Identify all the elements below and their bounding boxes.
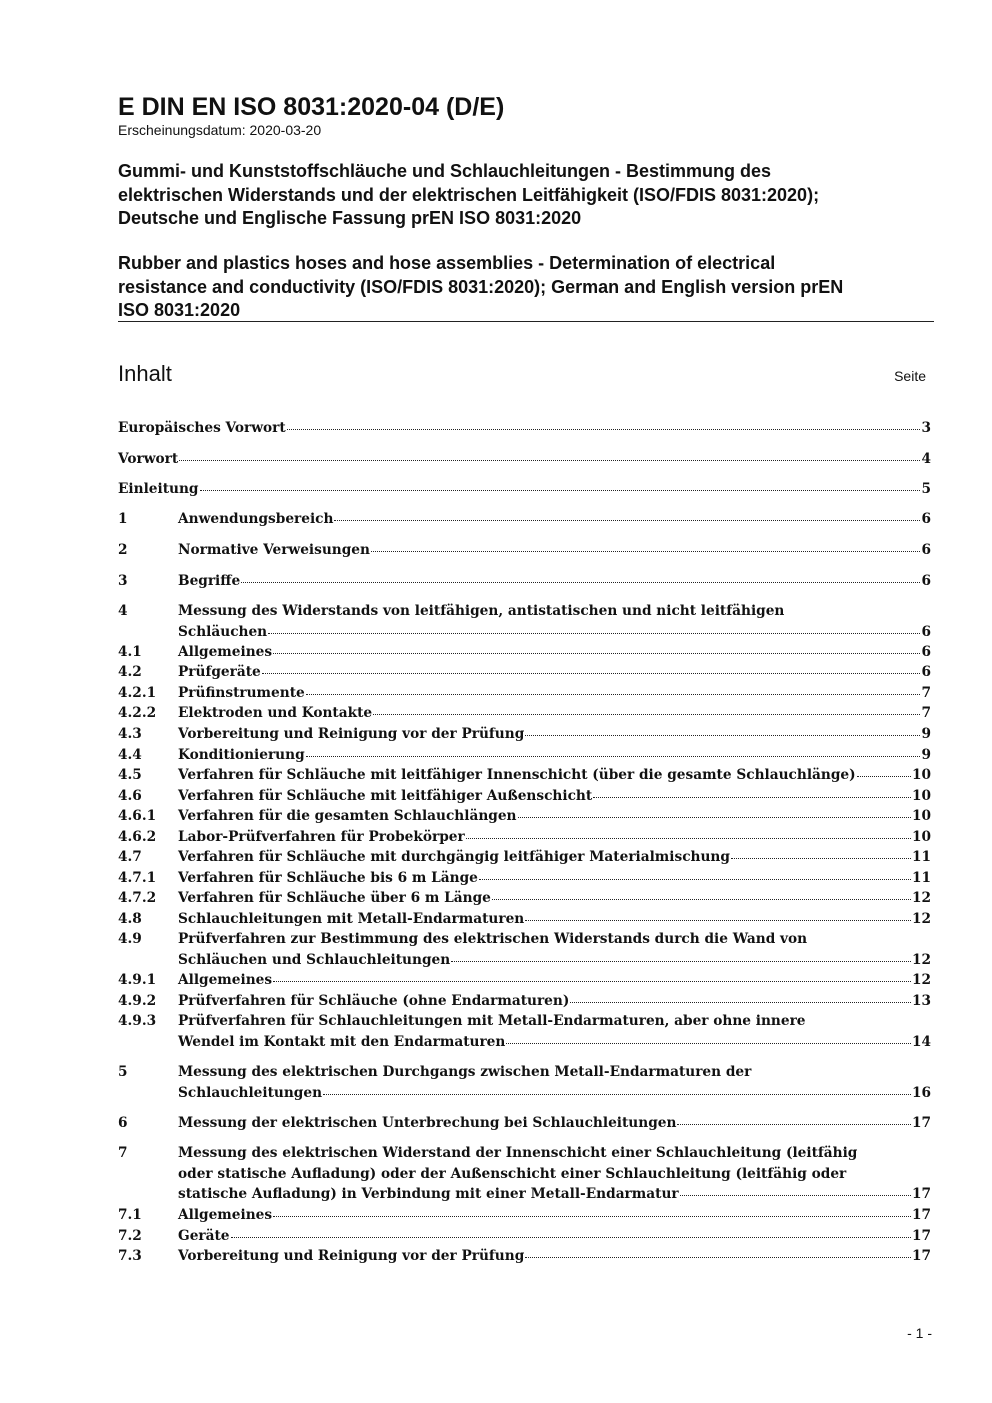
toc-entry-body xyxy=(178,1011,931,1052)
toc-entry-body xyxy=(178,929,931,970)
toc-entry-title: Verfahren für die gesamten Schlauchlängen xyxy=(178,808,517,824)
toc-entry-body xyxy=(178,806,931,827)
toc-entry-title: Verfahren für Schläuche über 6 m Länge xyxy=(178,890,491,906)
toc-entry-number: 6 xyxy=(118,1115,128,1131)
toc-dot-leader xyxy=(287,429,921,430)
toc-dot-leader xyxy=(466,838,911,839)
toc-dot-leader xyxy=(241,582,920,583)
toc-entry-title: Verfahren für Schläuche mit leitfähiger Innenschicht (über die gesamte Schlauchlänge) xyxy=(178,767,856,783)
toc-entry-title: Geräte xyxy=(178,1228,230,1244)
toc-dot-leader xyxy=(306,694,921,695)
toc-entry-number: 4.2.2 xyxy=(118,705,157,721)
toc-entry-page: 11 xyxy=(911,849,931,865)
toc-entry-title: Labor-Prüfverfahren für Probekörper xyxy=(178,829,465,845)
toc-entry-body xyxy=(178,1205,931,1226)
toc-dot-leader xyxy=(677,1124,910,1125)
toc-dot-leader xyxy=(525,735,920,736)
toc-entry-title: Europäisches Vorwort xyxy=(118,420,286,436)
toc-entry-title: Schlauchleitungen xyxy=(178,1084,323,1101)
toc-entry-number: 4.8 xyxy=(118,911,142,927)
toc-entry-page: 14 xyxy=(911,1033,931,1050)
toc-entry-number: 7.3 xyxy=(118,1248,142,1264)
toc-entry-page: 13 xyxy=(911,993,931,1009)
toc-dot-leader xyxy=(680,1195,911,1196)
toc-entry-title: Anwendungsbereich xyxy=(178,511,334,527)
toc-entry-page: 6 xyxy=(921,644,931,660)
title-english-line: ISO 8031:2020 xyxy=(118,300,241,320)
toc-entry-body xyxy=(178,970,931,991)
toc-entry-title-line: Prüfverfahren für Schlauchleitungen mit Metall-Endarmaturen, aber ohne innere xyxy=(178,1013,806,1029)
toc-entry-title: Normative Verweisungen xyxy=(178,542,370,558)
toc-entry-page: 17 xyxy=(911,1115,931,1131)
toc-entry-title: Vorwort xyxy=(118,451,179,467)
toc-entry-number: 7.1 xyxy=(118,1207,142,1223)
toc-entry-body xyxy=(178,1226,931,1247)
toc-dot-leader xyxy=(373,714,920,715)
toc-entry-title: Schläuchen xyxy=(178,623,268,640)
toc-entry-page: 5 xyxy=(921,481,931,497)
toc-entry-title: Allgemeines xyxy=(178,644,273,660)
toc-dot-leader xyxy=(273,653,920,654)
toc-entry-body xyxy=(178,1246,931,1267)
title-german-line: Deutsche und Englische Fassung prEN ISO 8031:2020 xyxy=(118,208,582,228)
toc-entry-body xyxy=(178,765,931,786)
toc-dot-leader xyxy=(593,797,911,798)
toc-entry-body xyxy=(178,540,931,561)
toc-entry-body xyxy=(178,1113,931,1134)
toc-entry-page: 4 xyxy=(921,451,931,467)
toc-entry-title: Prüfgeräte xyxy=(178,664,261,680)
toc-entry-title-line: Prüfverfahren zur Bestimmung des elektrischen Widerstands durch die Wand von xyxy=(178,931,808,947)
document-id: E DIN EN ISO 8031:2020-04 (D/E) xyxy=(118,93,505,121)
toc-entry-page: 6 xyxy=(921,573,931,589)
toc-entry-body xyxy=(178,1143,931,1205)
toc-dot-leader xyxy=(857,776,911,777)
toc-entry-number: 4.9 xyxy=(118,931,142,947)
toc-entry-title: Begriffe xyxy=(178,573,241,589)
toc-entry-number: 4.6.1 xyxy=(118,808,157,824)
toc-entry-body xyxy=(178,991,931,1012)
title-english xyxy=(118,252,938,323)
toc-dot-leader xyxy=(262,673,921,674)
toc-dot-leader xyxy=(231,1237,911,1238)
toc-entry-body xyxy=(178,571,931,592)
toc-entry-title: Prüfverfahren für Schläuche (ohne Endarmaturen) xyxy=(178,993,570,1009)
toc-dot-leader xyxy=(323,1094,911,1095)
toc-dot-leader xyxy=(518,817,911,818)
toc-entry-number: 3 xyxy=(118,573,128,589)
title-english-line: resistance and conductivity (ISO/FDIS 8031:2020); German and English version prEN xyxy=(118,276,844,297)
toc-dot-leader xyxy=(451,961,911,962)
toc-dot-leader xyxy=(570,1002,911,1003)
publication-date: Erscheinungsdatum: 2020-03-20 xyxy=(118,122,322,138)
toc-entry-title: Schlauchleitungen mit Metall-Endarmaturen xyxy=(178,911,525,927)
toc-dot-leader xyxy=(200,490,921,491)
toc-entry-page: 7 xyxy=(921,685,931,701)
toc-entry-number: 4.2.1 xyxy=(118,685,157,701)
toc-entry-body xyxy=(178,888,931,909)
toc-entry-page: 16 xyxy=(911,1084,931,1101)
toc-entry-page: 10 xyxy=(911,767,931,783)
toc-entry-page: 7 xyxy=(921,705,931,721)
toc-entry-body xyxy=(178,745,931,766)
toc-entry-body xyxy=(178,1062,931,1103)
toc-entry-number: 4.2 xyxy=(118,664,142,680)
toc-entry-number: 4.9.1 xyxy=(118,972,157,988)
toc-entry-body xyxy=(178,683,931,704)
toc-entry-body xyxy=(118,479,931,500)
toc-entry-title: Allgemeines xyxy=(178,1207,273,1223)
toc-entry-title: Messung der elektrischen Unterbrechung bei Schlauchleitungen xyxy=(178,1115,677,1131)
toc-entry-page: 12 xyxy=(911,951,931,968)
toc-entry-page: 17 xyxy=(911,1186,931,1202)
toc-entry-title: Einleitung xyxy=(118,481,199,497)
toc-entry-title: Allgemeines xyxy=(178,972,273,988)
toc-entry-number: 4.9.2 xyxy=(118,993,157,1009)
toc-entry-number: 5 xyxy=(118,1064,128,1080)
toc-entry-page: 10 xyxy=(911,788,931,804)
toc-entry-number: 4.1 xyxy=(118,644,142,660)
toc-entry-body xyxy=(178,847,931,868)
toc-entry-body xyxy=(118,418,931,439)
title-german-line: elektrischen Widerstands und der elektrischen Leitfähigkeit (ISO/FDIS 8031:2020); xyxy=(118,184,820,205)
toc-entry-title: Prüfinstrumente xyxy=(178,685,305,701)
title-english-line: Rubber and plastics hoses and hose assemblies - Determination of electrical xyxy=(118,253,776,273)
toc-entry-number: 2 xyxy=(118,542,128,558)
toc-entry-title: statische Aufladung) in Verbindung mit einer Metall-Endarmatur xyxy=(178,1186,679,1202)
toc-entry-title: Verfahren für Schläuche mit leitfähiger Außenschicht xyxy=(178,788,593,804)
toc-entry-body xyxy=(178,642,931,663)
toc-dot-leader xyxy=(525,920,911,921)
toc-entry-page: 17 xyxy=(911,1207,931,1223)
toc-entry-number: 4.7 xyxy=(118,849,142,865)
toc-dot-leader xyxy=(506,1043,911,1044)
toc-entry-number: 4.9.3 xyxy=(118,1013,157,1029)
toc-entry-body xyxy=(178,868,931,889)
toc-entry-page: 17 xyxy=(911,1248,931,1264)
toc-entry-body xyxy=(118,449,931,470)
toc-dot-leader xyxy=(492,899,911,900)
toc-entry-page: 9 xyxy=(921,726,931,742)
toc-entry-page: 9 xyxy=(921,747,931,763)
toc-page-column-label: Seite xyxy=(894,368,926,384)
toc-entry-page: 12 xyxy=(911,890,931,906)
toc-entry-body xyxy=(178,509,931,530)
toc-entry-title-line: Messung des elektrischen Widerstand der Innenschicht einer Schlauchleitung (leitfähig xyxy=(178,1145,858,1161)
toc-entry-title: Vorbereitung und Reinigung vor der Prüfung xyxy=(178,726,525,742)
toc-entry-number: 7.2 xyxy=(118,1228,142,1244)
toc-entry-title: Schläuchen und Schlauchleitungen xyxy=(178,951,451,968)
toc-entry-body xyxy=(178,601,931,642)
toc-entry-page: 6 xyxy=(921,542,931,558)
toc-entry-body xyxy=(178,909,931,930)
toc-entry-number: 4.7.1 xyxy=(118,870,157,886)
toc-entry-page: 10 xyxy=(911,829,931,845)
toc-entry-body xyxy=(178,703,931,724)
toc-dot-leader xyxy=(306,756,921,757)
toc-entry-number: 4.4 xyxy=(118,747,142,763)
toc-dot-leader xyxy=(273,981,911,982)
toc-entry-number: 4.6.2 xyxy=(118,829,157,845)
toc-entry-title: Wendel im Kontakt mit den Endarmaturen xyxy=(178,1033,506,1050)
toc-dot-leader xyxy=(179,460,920,461)
toc-entry-page: 12 xyxy=(911,972,931,988)
toc-entry-page: 6 xyxy=(921,511,931,527)
toc-entry-title: Konditionierung xyxy=(178,747,305,763)
toc-entry-page: 6 xyxy=(921,664,931,680)
toc-entry-number: 4.3 xyxy=(118,726,142,742)
toc-entry-body xyxy=(178,724,931,745)
toc-entry-title-line: Messung des Widerstands von leitfähigen, antistatischen und nicht leitfähigen xyxy=(178,603,785,619)
toc-entry-body xyxy=(178,827,931,848)
toc-entry-title: Verfahren für Schläuche mit durchgängig leitfähiger Materialmischung xyxy=(178,849,730,865)
toc-entry-title: Vorbereitung und Reinigung vor der Prüfung xyxy=(178,1248,525,1264)
toc-entry-number: 4.7.2 xyxy=(118,890,157,906)
toc-heading: Inhalt xyxy=(118,361,172,386)
toc-entry-page: 3 xyxy=(921,420,931,436)
toc-entry-number: 4.6 xyxy=(118,788,142,804)
toc-dot-leader xyxy=(273,1216,911,1217)
toc-entry-number: 4 xyxy=(118,603,128,619)
title-divider xyxy=(118,321,934,322)
toc-dot-leader xyxy=(525,1257,911,1258)
toc-entry-title: Elektroden und Kontakte xyxy=(178,705,373,721)
title-german xyxy=(118,160,938,231)
toc-entry-page: 6 xyxy=(921,623,931,640)
toc-entry-number: 4.5 xyxy=(118,767,142,783)
toc-entry-title-line: oder statische Aufladung) oder der Außenschicht einer Schlauchleitung (leitfähig oder xyxy=(178,1165,847,1182)
toc-dot-leader xyxy=(731,858,911,859)
title-german-line: Gummi- und Kunststoffschläuche und Schlauchleitungen - Bestimmung des xyxy=(118,161,772,181)
toc-entry-number: 7 xyxy=(118,1145,128,1161)
toc-dot-leader xyxy=(479,879,911,880)
toc-entry-body xyxy=(178,662,931,683)
toc-entry-page: 10 xyxy=(911,808,931,824)
toc-entry-page: 17 xyxy=(911,1228,931,1244)
toc-entry-body xyxy=(178,786,931,807)
toc-entry-title-line: Messung des elektrischen Durchgangs zwischen Metall-Endarmaturen der xyxy=(178,1064,752,1080)
toc-entry-page: 11 xyxy=(911,870,931,886)
toc-dot-leader xyxy=(371,551,921,552)
page-number: - 1 - xyxy=(907,1325,932,1341)
toc-dot-leader xyxy=(334,520,920,521)
toc-entry-page: 12 xyxy=(911,911,931,927)
toc-entry-title: Verfahren für Schläuche bis 6 m Länge xyxy=(178,870,478,886)
toc-entry-number: 1 xyxy=(118,511,128,527)
toc-dot-leader xyxy=(268,633,920,634)
